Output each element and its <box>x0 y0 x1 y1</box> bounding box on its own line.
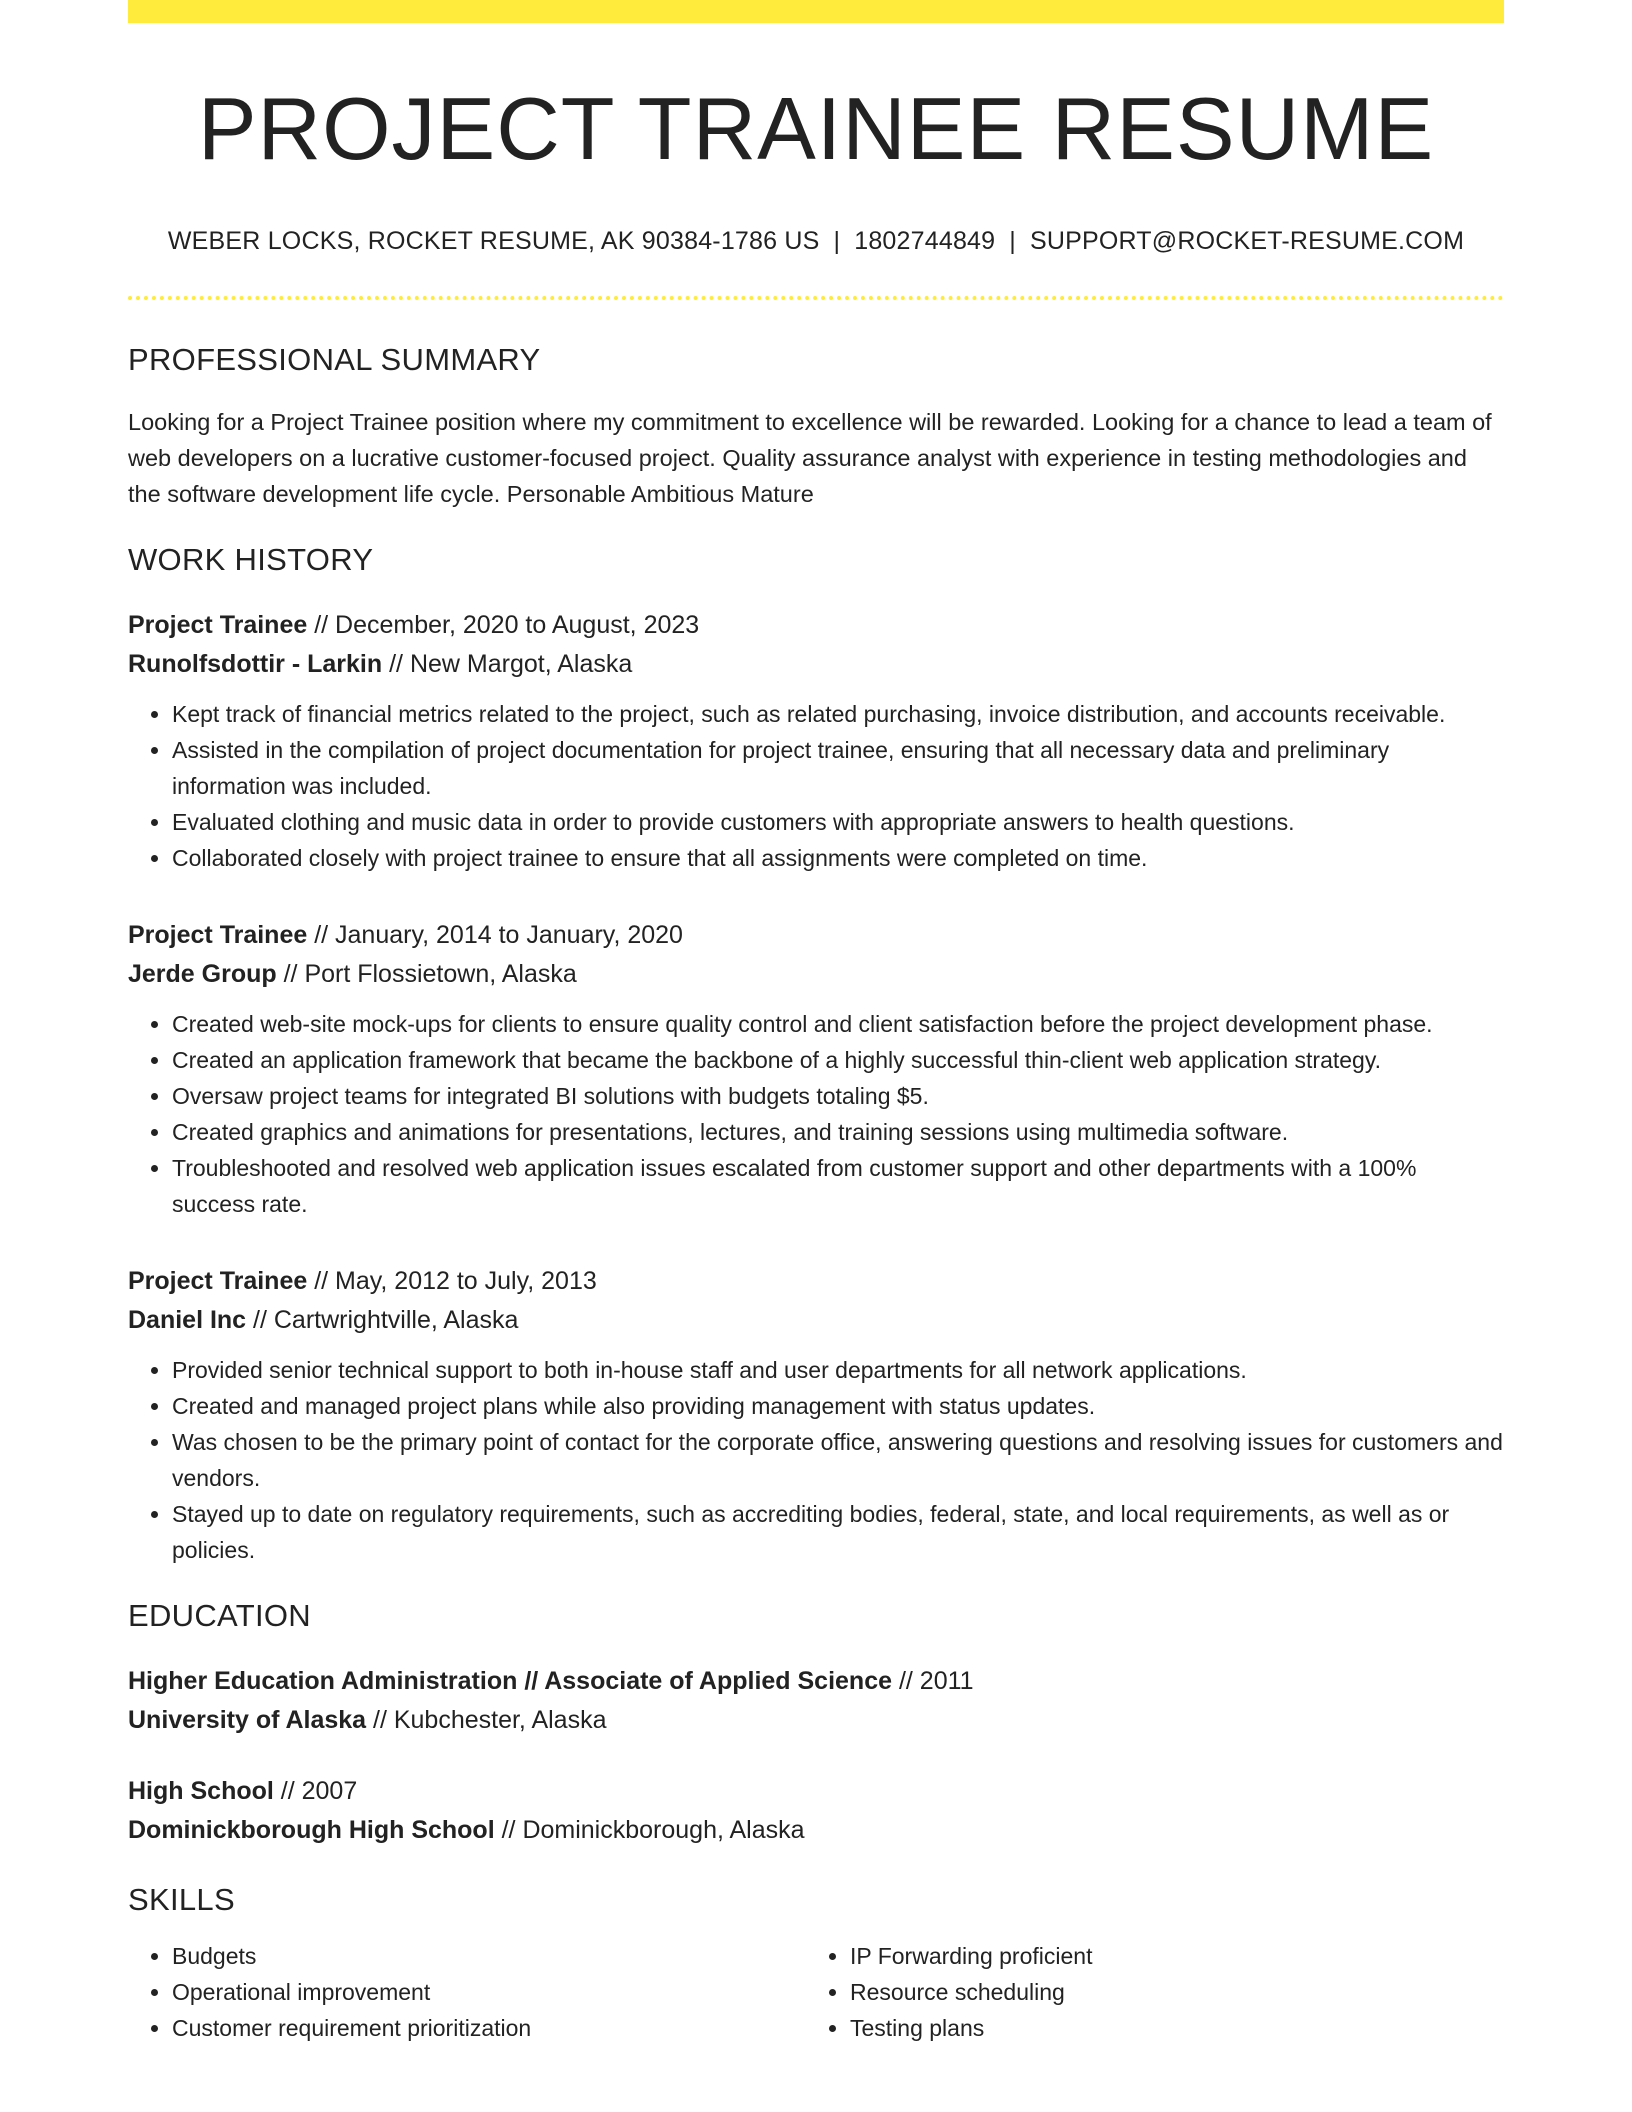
job-company-line <box>128 645 1504 684</box>
list-item: • Assisted in the compilation of project documentation for project trainee, ensuring that all necessary data and preliminary information was included. <box>172 732 1504 804</box>
job-entry <box>128 606 1504 876</box>
job-title-line <box>128 1262 1504 1301</box>
contact-line <box>128 227 1504 256</box>
list-item: • Created an application framework that became the backbone of a highly successful thin-client web application strategy. <box>172 1042 1504 1078</box>
job-company-line <box>128 955 1504 994</box>
resume-page <box>128 0 1504 2046</box>
contact-email: SUPPORT@ROCKET-RESUME.COM <box>1029 227 1465 256</box>
degree-line <box>128 1772 1504 1811</box>
job-bullets <box>128 696 1504 876</box>
school: University of Alaska <box>128 1706 367 1735</box>
degree-line <box>128 1662 1504 1701</box>
summary-text: Looking for a Project Trainee position where my commitment to excellence will be rewarded. Looking for a chance to lead a team of web developers on a lucrative customer-focused project. Quality assurance analyst with experience in testing methodologies and the software development life cycle. Personable Ambitious Mature <box>128 409 1492 508</box>
job-entry <box>128 916 1504 1222</box>
job-title: Project Trainee <box>128 1267 308 1296</box>
job-dates: // May, 2012 to July, 2013 <box>307 1267 597 1296</box>
job-company-line <box>128 1301 1504 1340</box>
school-location: // Kubchester, Alaska <box>366 1706 607 1735</box>
job-title: Project Trainee <box>128 921 308 950</box>
list-item: • Collaborated closely with project trainee to ensure that all assignments were completed on time. <box>172 840 1504 876</box>
job-title: Project Trainee <box>128 611 308 640</box>
degree-year: // 2007 <box>273 1777 358 1806</box>
list-item: • Budgets <box>172 1938 806 1974</box>
job-location: // New Margot, Alaska <box>382 650 633 679</box>
dotted-divider <box>128 296 1504 300</box>
contact-separator: | <box>833 227 841 256</box>
list-item: • Customer requirement prioritization <box>172 2010 806 2046</box>
job-bullets <box>128 1352 1504 1568</box>
list-item: • Resource scheduling <box>850 1974 1460 2010</box>
list-item: • Kept track of financial metrics related to the project, such as related purchasing, invoice distribution, and accounts receivable. <box>172 696 1504 732</box>
contact-phone: 1802744849 <box>854 227 996 256</box>
contact-separator: | <box>1009 227 1016 256</box>
job-bullets <box>128 1006 1504 1222</box>
school: Dominickborough High School <box>128 1816 495 1845</box>
job-title-line <box>128 606 1504 645</box>
skills-heading: SKILLS <box>128 1882 235 1918</box>
job-company: Runolfsdottir - Larkin <box>128 650 383 679</box>
job-entry <box>128 1262 1504 1568</box>
list-item: • Provided senior technical support to both in-house staff and user departments for all network applications. <box>172 1352 1504 1388</box>
job-dates: // December, 2020 to August, 2023 <box>307 611 700 640</box>
page-title: PROJECT TRAINEE RESUME <box>197 79 1435 178</box>
list-item: • Operational improvement <box>172 1974 806 2010</box>
school-line <box>128 1701 1504 1740</box>
work-history-heading: WORK HISTORY <box>128 542 374 578</box>
list-item: • Was chosen to be the primary point of contact for the corporate office, answering questions and resolving issues for customers and vendors. <box>172 1424 1504 1496</box>
degree: Higher Education Administration // Associate of Applied Science <box>128 1667 893 1696</box>
list-item: • IP Forwarding proficient <box>850 1938 1460 1974</box>
list-item: • Created graphics and animations for presentations, lectures, and training sessions using multimedia software. <box>172 1114 1504 1150</box>
job-title-line <box>128 916 1504 955</box>
education-entry <box>128 1772 1504 1850</box>
summary-heading: PROFESSIONAL SUMMARY <box>128 342 541 378</box>
education-entry <box>128 1662 1504 1740</box>
accent-bar <box>128 0 1504 23</box>
contact-address: WEBER LOCKS, ROCKET RESUME, AK 90384-1786 US <box>167 227 820 256</box>
job-location: // Port Flossietown, Alaska <box>276 960 577 989</box>
degree-year: // 2011 <box>892 1667 974 1696</box>
list-item: • Created and managed project plans while also providing management with status updates. <box>172 1388 1504 1424</box>
job-company: Jerde Group <box>128 960 277 989</box>
education-heading: EDUCATION <box>128 1598 311 1634</box>
job-company: Daniel Inc <box>128 1306 247 1335</box>
list-item: • Testing plans <box>850 2010 1460 2046</box>
list-item: • Created web-site mock-ups for clients to ensure quality control and client satisfaction before the project development phase. <box>172 1006 1504 1042</box>
school-line <box>128 1811 1504 1850</box>
degree: High School <box>128 1777 274 1806</box>
skills-list <box>128 1938 1504 2046</box>
job-dates: // January, 2014 to January, 2020 <box>307 921 683 950</box>
school-location: // Dominickborough, Alaska <box>494 1816 805 1845</box>
list-item: • Troubleshooted and resolved web application issues escalated from customer support and other departments with a 100% success rate. <box>172 1150 1504 1222</box>
list-item: • Stayed up to date on regulatory requirements, such as accrediting bodies, federal, state, and local requirements, as well as or policies. <box>172 1496 1504 1568</box>
skills-column-left <box>128 1938 806 2046</box>
list-item: • Oversaw project teams for integrated BI solutions with budgets totaling $5. <box>172 1078 1504 1114</box>
skills-column-right <box>806 1938 1460 2046</box>
job-location: // Cartwrightville, Alaska <box>246 1306 519 1335</box>
list-item: • Evaluated clothing and music data in order to provide customers with appropriate answers to health questions. <box>172 804 1504 840</box>
